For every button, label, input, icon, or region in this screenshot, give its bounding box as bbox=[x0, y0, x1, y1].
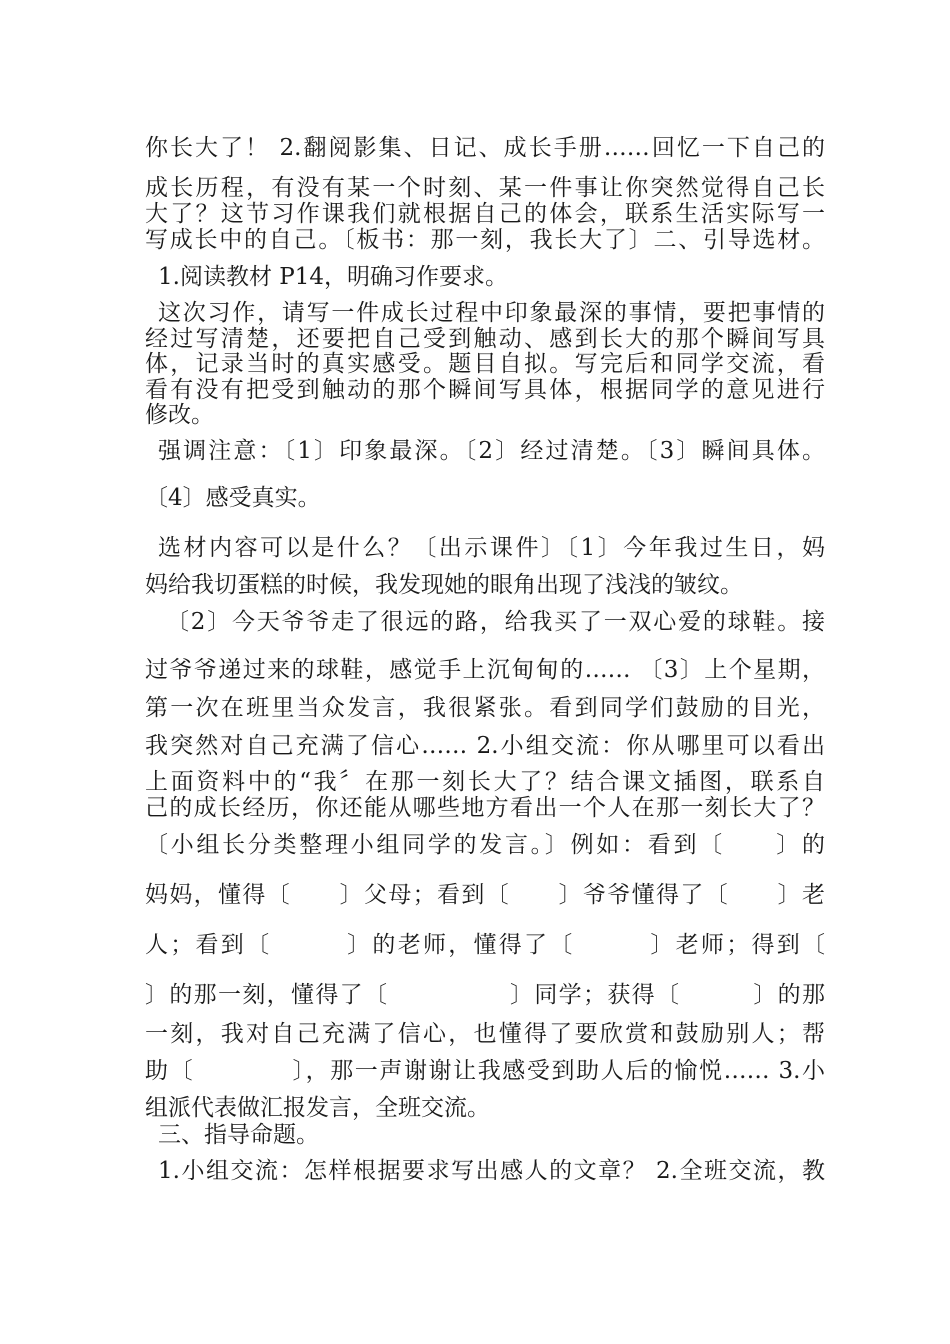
text-line: 我突然对自己充满了信心…… 2.小组交流：你从哪里可以看出 bbox=[145, 733, 825, 759]
text-line: 1.阅读教材 P14，明确习作要求。 bbox=[158, 264, 508, 290]
text-line: 〔2〕今天爷爷走了很远的路，给我买了一双心爱的球鞋。接 bbox=[166, 609, 825, 635]
text-line: 三、指导命题。 bbox=[158, 1122, 319, 1148]
text-line: 你长大了！ 2.翻阅影集、日记、成长手册……回忆一下自己的 bbox=[145, 135, 825, 161]
text-line: 修改。 bbox=[145, 402, 214, 428]
text-line: 大了？这节习作课我们就根据自己的体会，联系生活实际写一 bbox=[145, 201, 825, 227]
text-line: 强调注意：〔1〕印象最深。〔2〕经过清楚。〔3〕瞬间具体。 bbox=[158, 438, 825, 464]
text-line: 〔4〕感受真实。 bbox=[145, 485, 321, 511]
text-line: 看有没有把受到触动的那个瞬间写具体，根据同学的意见进行 bbox=[145, 377, 825, 403]
text-line: 组派代表做汇报发言，全班交流。 bbox=[145, 1095, 490, 1121]
text-line: 上面资料中的“我〞在那一刻长大了？结合课文插图，联系自 bbox=[145, 769, 825, 795]
text-line: 成长历程，有没有某一个时刻、某一件事让你突然觉得自己长 bbox=[145, 175, 825, 201]
text-line: 写成长中的自己。〔板书：那一刻，我长大了〕二、引导选材。 bbox=[145, 227, 825, 253]
text-line: 〕的那一刻，懂得了〔 〕同学；获得〔 〕的那 bbox=[145, 982, 825, 1008]
text-line: 第一次在班里当众发言，我很紧张。看到同学们鼓励的目光， bbox=[145, 695, 825, 721]
text-line: 〔小组长分类整理小组同学的发言。〕例如：看到〔 〕的 bbox=[145, 832, 825, 858]
text-line: 这次习作，请写一件成长过程中印象最深的事情，要把事情的 bbox=[158, 300, 825, 326]
text-line: 人；看到〔 〕的老师，懂得了〔 〕老师；得到〔 bbox=[145, 932, 825, 958]
text-line: 助〔 〕，那一声谢谢让我感受到助人后的愉悦…… 3.小 bbox=[145, 1058, 825, 1084]
text-line: 体，记录当时的真实感受。题目自拟。写完后和同学交流，看 bbox=[145, 351, 825, 377]
text-line: 1.小组交流：怎样根据要求写出感人的文章？ 2.全班交流，教 bbox=[158, 1158, 825, 1184]
text-line: 经过写清楚，还要把自己受到触动、感到长大的那个瞬间写具 bbox=[145, 326, 825, 352]
text-line: 妈给我切蛋糕的时候，我发现她的眼角出现了浅浅的皱纹。 bbox=[145, 572, 743, 598]
text-line: 己的成长经历，你还能从哪些地方看出一个人在那一刻长大了？ bbox=[145, 795, 825, 821]
text-line: 妈妈，懂得〔 〕父母；看到〔 〕爷爷懂得了〔 〕老 bbox=[145, 882, 825, 908]
text-line: 一刻，我对自己充满了信心，也懂得了要欣赏和鼓励别人；帮 bbox=[145, 1021, 825, 1047]
text-line: 选材内容可以是什么？〔出示课件〕〔1〕今年我过生日，妈 bbox=[158, 535, 825, 561]
text-line: 过爷爷递过来的球鞋，感觉手上沉甸甸的…… 〔3〕上个星期， bbox=[145, 657, 825, 683]
